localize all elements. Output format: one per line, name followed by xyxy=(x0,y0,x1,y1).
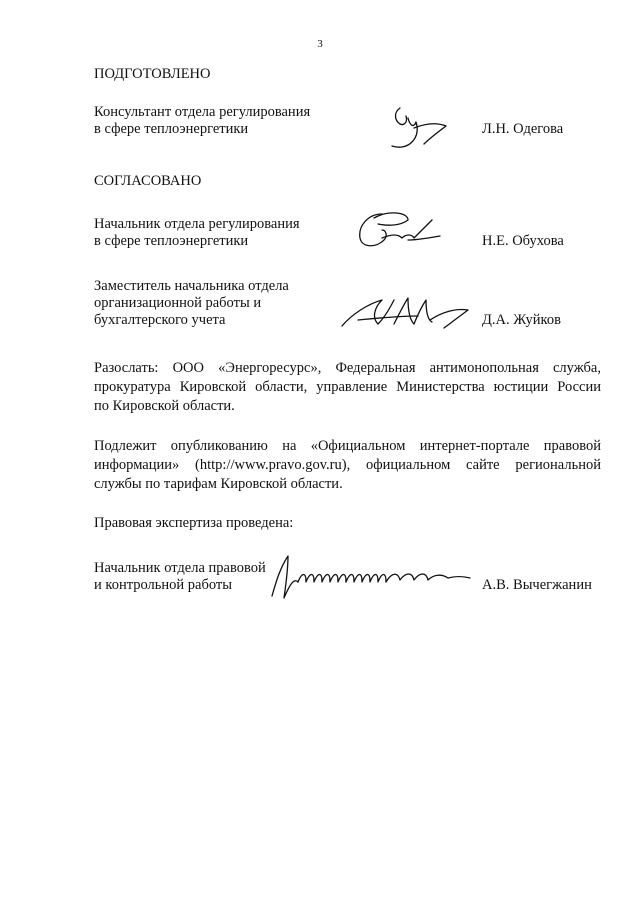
agreed-signer2-name: Д.А. Жуйков xyxy=(482,312,561,328)
agreed-signer1-position-line2: в сфере теплоэнергетики xyxy=(94,233,249,249)
prepared-position-line2: в сфере теплоэнергетики xyxy=(94,121,249,137)
legal-review-name: А.В. Вычегжанин xyxy=(482,577,592,593)
agreed-signer2-position-line3: бухгалтерского учета xyxy=(94,312,226,328)
distribution-line1: Разослать: ООО «Энергоресурс», Федеральная антимонопольная служба, xyxy=(94,360,601,376)
agreed-signer2-position-line2: организационной работы и xyxy=(94,295,262,311)
distribution-line2: прокуратура Кировской области, управление Министерства юстиции России xyxy=(94,379,601,395)
agreed-signer1-position-line1: Начальник отдела регулирования xyxy=(94,216,300,232)
legal-review-position-line2: и контрольной работы xyxy=(94,577,232,593)
signature-vychegzhanin xyxy=(266,548,476,602)
signature-odegova xyxy=(378,98,458,154)
legal-review-statement: Правовая экспертиза проведена: xyxy=(94,515,294,531)
publication-line1: Подлежит опубликованию на «Официальном интернет-портале правовой xyxy=(94,438,601,454)
agreed-signer1-name: Н.Е. Обухова xyxy=(482,233,564,249)
signature-zhuikov xyxy=(338,290,478,334)
distribution-line3: по Кировской области. xyxy=(94,398,235,414)
signature-obukhova xyxy=(348,204,448,254)
publication-line2: информации» (http://www.pravo.gov.ru), официальном сайте региональной xyxy=(94,457,601,473)
publication-line3: службы по тарифам Кировской области. xyxy=(94,476,343,492)
distribution-paragraph xyxy=(94,359,601,416)
prepared-position-line1: Консультант отдела регулирования xyxy=(94,104,311,120)
legal-review-position-line1: Начальник отдела правовой xyxy=(94,560,266,576)
publication-paragraph xyxy=(94,437,601,494)
prepared-heading: ПОДГОТОВЛЕНО xyxy=(94,66,211,82)
agreed-heading: СОГЛАСОВАНО xyxy=(94,173,202,189)
prepared-name: Л.Н. Одегова xyxy=(482,121,564,137)
page-number: 3 xyxy=(317,38,323,50)
agreed-signer2-position-line1: Заместитель начальника отдела xyxy=(94,278,289,294)
